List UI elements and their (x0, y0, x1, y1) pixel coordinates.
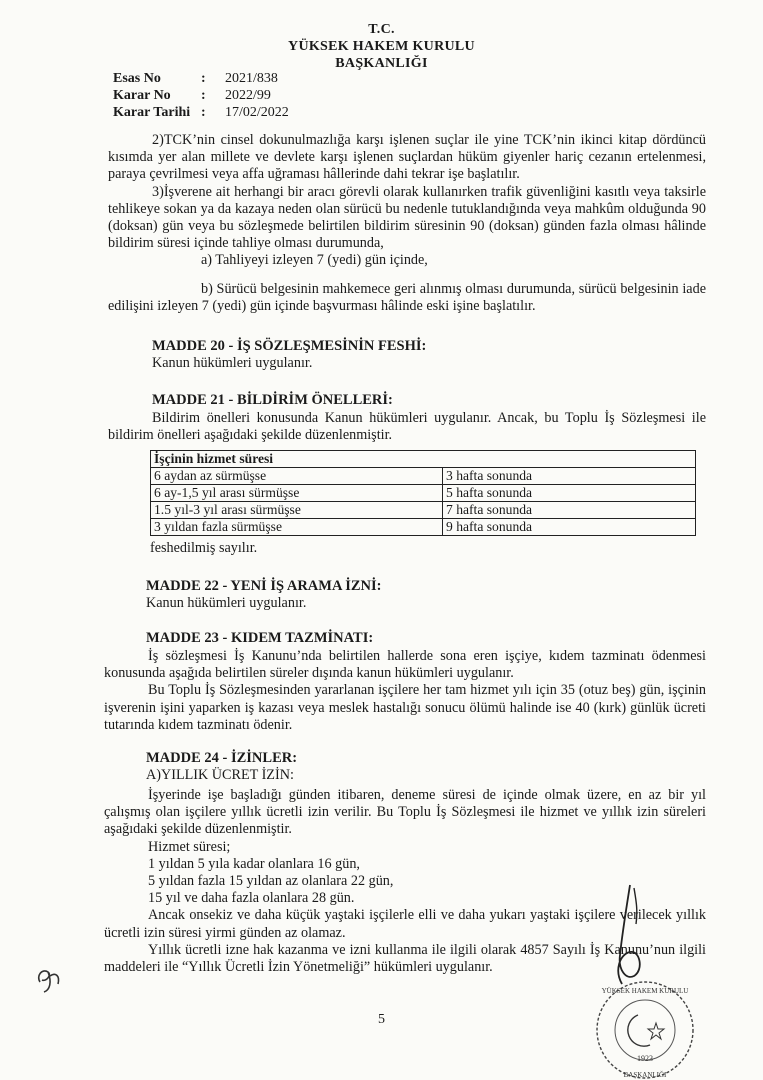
table-cell-notice: 7 hafta sonunda (443, 502, 696, 519)
paragraph-3a: a) Tahliyeyi izleyen 7 (yedi) gün içinde, (201, 252, 428, 269)
meta-value: 17/02/2022 (225, 105, 289, 120)
madde24-p2: Ancak onsekiz ve daha küçük yaştaki işçilerle elli ve daha yukarı yaştaki işçilere verilecek yıllık ücretli izin süresi yirmi günden az olamaz. (104, 907, 706, 941)
table-header: İşçinin hizmet süresi (151, 451, 696, 468)
madde21-title: MADDE 21 - BİLDİRİM ÖNELLERİ: (152, 392, 393, 408)
madde21-text-wrap (108, 410, 706, 444)
madde24-p3: Yıllık ücretli izne hak kazanma ve izni kullanma ile ilgili olarak 4857 Sayılı İş Kanunu’nun ilgili maddeleri ile “Yıllık Ücretli İzin Yönetmeliği” hükümleri uygulanır. (104, 941, 706, 976)
meta-block (113, 70, 289, 121)
madde24-p1: İşyerinde işe başladığı günden itibaren, deneme süresi de içinde olmak üzere, en az bir yıl çalışmış olan işçilere yıllık ücretli izin verilir. Bu Toplu İş Sözleşmesi ile hizmet ve yıllık izin süreleri aşağıdaki şekilde düzenlenmiştir. (104, 787, 706, 838)
madde22-title: MADDE 22 - YENİ İŞ ARAMA İZNİ: (146, 578, 382, 594)
madde21-text: Bildirim önelleri konusunda Kanun hükümleri uygulanır. Ancak, bu Toplu İş Sözleşmesi ile bildirim önelleri aşağıdaki şekilde düzenlenmiştir. (108, 410, 706, 444)
madde24-list-head: Hizmet süresi; (148, 838, 231, 855)
table-cell-duration: 6 ay-1,5 yıl arası sürmüşse (151, 485, 443, 502)
paragraph-2: 2)TCK’nin cinsel dokunulmazlığa karşı işlenen suçlar ile yine TCK’nin ikinci kitap dördüncü kısımda yer alan millete ve devlete karşı işlenen suçlardan hüküm giyenler hariç cezanın ertelenmesi, paraya çevrilmesi veya affa uğraması hâllerinde dahi tekrar işe başlatılır. (108, 132, 706, 183)
table-header-row (151, 451, 696, 468)
table-cell-notice: 3 hafta sonunda (443, 468, 696, 485)
paragraph-3b: b) Sürücü belgesinin mahkemece geri alınmış olması durumunda, sürücü belgesinin iade edilişini izleyen 7 (yedi) gün içinde başvurması hâlinde eski işine başlatılır. (108, 281, 706, 315)
madde24-list-item: 5 yıldan fazla 15 yıldan az olanlara 22 gün, (148, 873, 394, 890)
meta-value: 2021/838 (225, 71, 278, 86)
table-cell-notice: 5 hafta sonunda (443, 485, 696, 502)
meta-colon: : (201, 88, 206, 103)
madde24-list-item: 15 yıl ve daha fazla olanlara 28 gün. (148, 890, 355, 907)
paragraph-3: 3)İşverene ait herhangi bir aracı görevli olarak kullanırken trafik güvenliğini kasıtlı veya taksirle tehlikeye sokan ya da kazaya neden olan sürücü bu nedenle tutuklandığında veya mahkûm olduğunda 90 (doksan) gün veya bu sözleşmede belirtilen bildirim süresinin 90 (doksan) günden fazla olması hâlinde bildirim süresi içinde tahliye olması durumunda, (108, 183, 706, 252)
seal-icon (590, 975, 700, 1080)
madde23-title-wrap (146, 630, 706, 647)
top-paragraphs (108, 132, 706, 270)
table-cell-notice: 9 hafta sonunda (443, 519, 696, 536)
madde22-text: Kanun hükümleri uygulanır. (146, 595, 307, 612)
seal-text: YÜKSEK HAKEM KURULU (601, 987, 689, 995)
header-presidency: BAŞKANLIĞI (335, 56, 428, 71)
table-cell-duration: 3 yıldan fazla sürmüşse (151, 519, 443, 536)
madde23-body (104, 648, 706, 734)
madde23-p1: İş sözleşmesi İş Kanunu’nda belirtilen hallerde sona eren işçiye, kıdem tazminatı ödenmesi konusunda aşağıda belirtilen süreler dışında kanun hükümleri uygulanır. (104, 648, 706, 682)
meta-value: 2022/99 (225, 88, 271, 103)
meta-esas (113, 70, 289, 87)
table-row (151, 502, 696, 519)
madde23-p2: Bu Toplu İş Sözleşmesinden yararlanan işçilere her tam hizmet yılı için 35 (otuz beş) gün, işçinin işverenin işini yaparken iş kazası veya meslek hastalığı sonucu ölümü halinde ise 40 (kırk) günlük ücreti tutarında kıdem tazminatı ödenir. (104, 682, 706, 733)
meta-label: Karar Tarihi (113, 105, 191, 120)
meta-karar-tarihi (113, 104, 289, 121)
madde24-list-item: 1 yıldan 5 yıla kadar olanlara 16 gün, (148, 855, 360, 872)
madde24-title: MADDE 24 - İZİNLER: (146, 750, 298, 766)
header-institution: YÜKSEK HAKEM KURULU (288, 39, 475, 54)
meta-label: Esas No (113, 71, 161, 86)
meta-label: Karar No (113, 88, 171, 103)
madde20-text: Kanun hükümleri uygulanır. (152, 355, 313, 372)
header-tc: T.C. (368, 22, 395, 37)
madde24-title-wrap (146, 750, 706, 784)
madde24-sub: A)YILLIK ÜCRET İZİN: (146, 767, 294, 784)
madde23-title: MADDE 23 - KIDEM TAZMİNATI: (146, 630, 374, 646)
paragraph-3b-wrap (108, 281, 706, 315)
table-row (151, 468, 696, 485)
meta-karar (113, 87, 289, 104)
meta-colon: : (201, 105, 206, 120)
seal-year: 1923 (637, 1054, 653, 1063)
madde21-after: feshedilmiş sayılır. (150, 540, 258, 556)
handwritten-initial-icon (34, 962, 70, 996)
table-row (151, 485, 696, 502)
seal-bottom: BAŞKANLIĞI (623, 1071, 667, 1079)
madde22 (146, 578, 706, 612)
notice-table (150, 450, 696, 536)
table-cell-duration: 1.5 yıl-3 yıl arası sürmüşse (151, 502, 443, 519)
meta-colon: : (201, 71, 206, 86)
page-number: 5 (378, 1012, 385, 1027)
table-cell-duration: 6 aydan az sürmüşse (151, 468, 443, 485)
madde20 (152, 338, 708, 372)
table-row (151, 519, 696, 536)
madde21-after-wrap (150, 540, 706, 557)
madde20-title: MADDE 20 - İŞ SÖZLEŞMESİNİN FESHİ: (152, 338, 427, 354)
madde21-title-wrap (152, 392, 708, 409)
